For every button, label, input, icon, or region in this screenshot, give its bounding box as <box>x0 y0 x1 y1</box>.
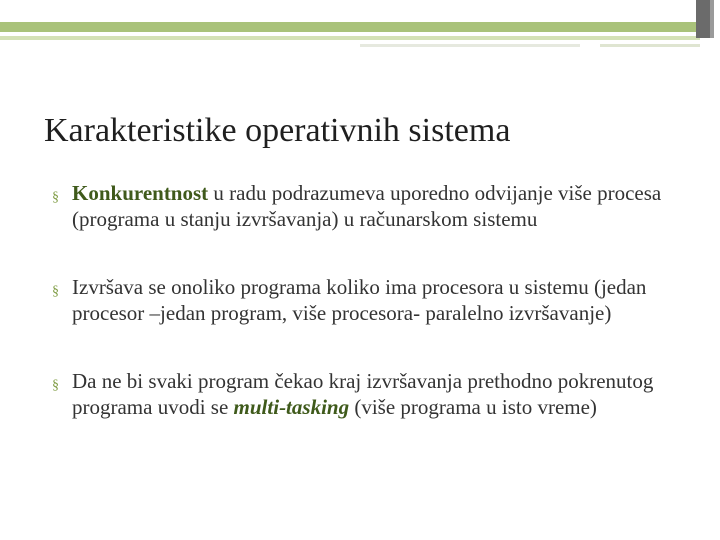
decorative-gray-line-right <box>600 44 700 47</box>
bullet-term: Konkurentnost <box>72 181 209 205</box>
slide-title: Karakteristike operativnih sistema <box>44 112 511 149</box>
bullet-text: Izvršava se onoliko programa koliko ima procesora u sistemu (jedan procesor –jedan program, više procesora- paralelno izvršavanje) <box>72 275 647 325</box>
bullet-term: multi-tasking <box>233 395 350 419</box>
bullet-text: (više programa u isto vreme) <box>349 395 597 419</box>
bullet-text: Da ne bi svaki program čekao kraj izvršavanja prethodno pokrenutog programa uvodi se <box>72 369 654 419</box>
decorative-green-thin-bar <box>0 36 700 40</box>
bullet-marker-icon: § <box>52 284 59 299</box>
decorative-dark-bar-2 <box>710 0 714 38</box>
top-bar <box>0 0 700 22</box>
decorative-green-bar <box>0 22 700 32</box>
bullet-text: u radu podrazumeva uporedno odvijanje više procesa (programa u stanju izvršavanja) u računarskom sistemu <box>72 181 662 231</box>
decorative-dark-bar <box>696 0 710 38</box>
bullet-list <box>52 180 692 420</box>
bullet-item <box>52 368 692 420</box>
bullet-item <box>52 180 692 232</box>
bullet-marker-icon: § <box>52 190 59 205</box>
decorative-gray-line <box>360 44 580 47</box>
bullet-marker-icon: § <box>52 378 59 393</box>
bullet-item <box>52 274 692 326</box>
